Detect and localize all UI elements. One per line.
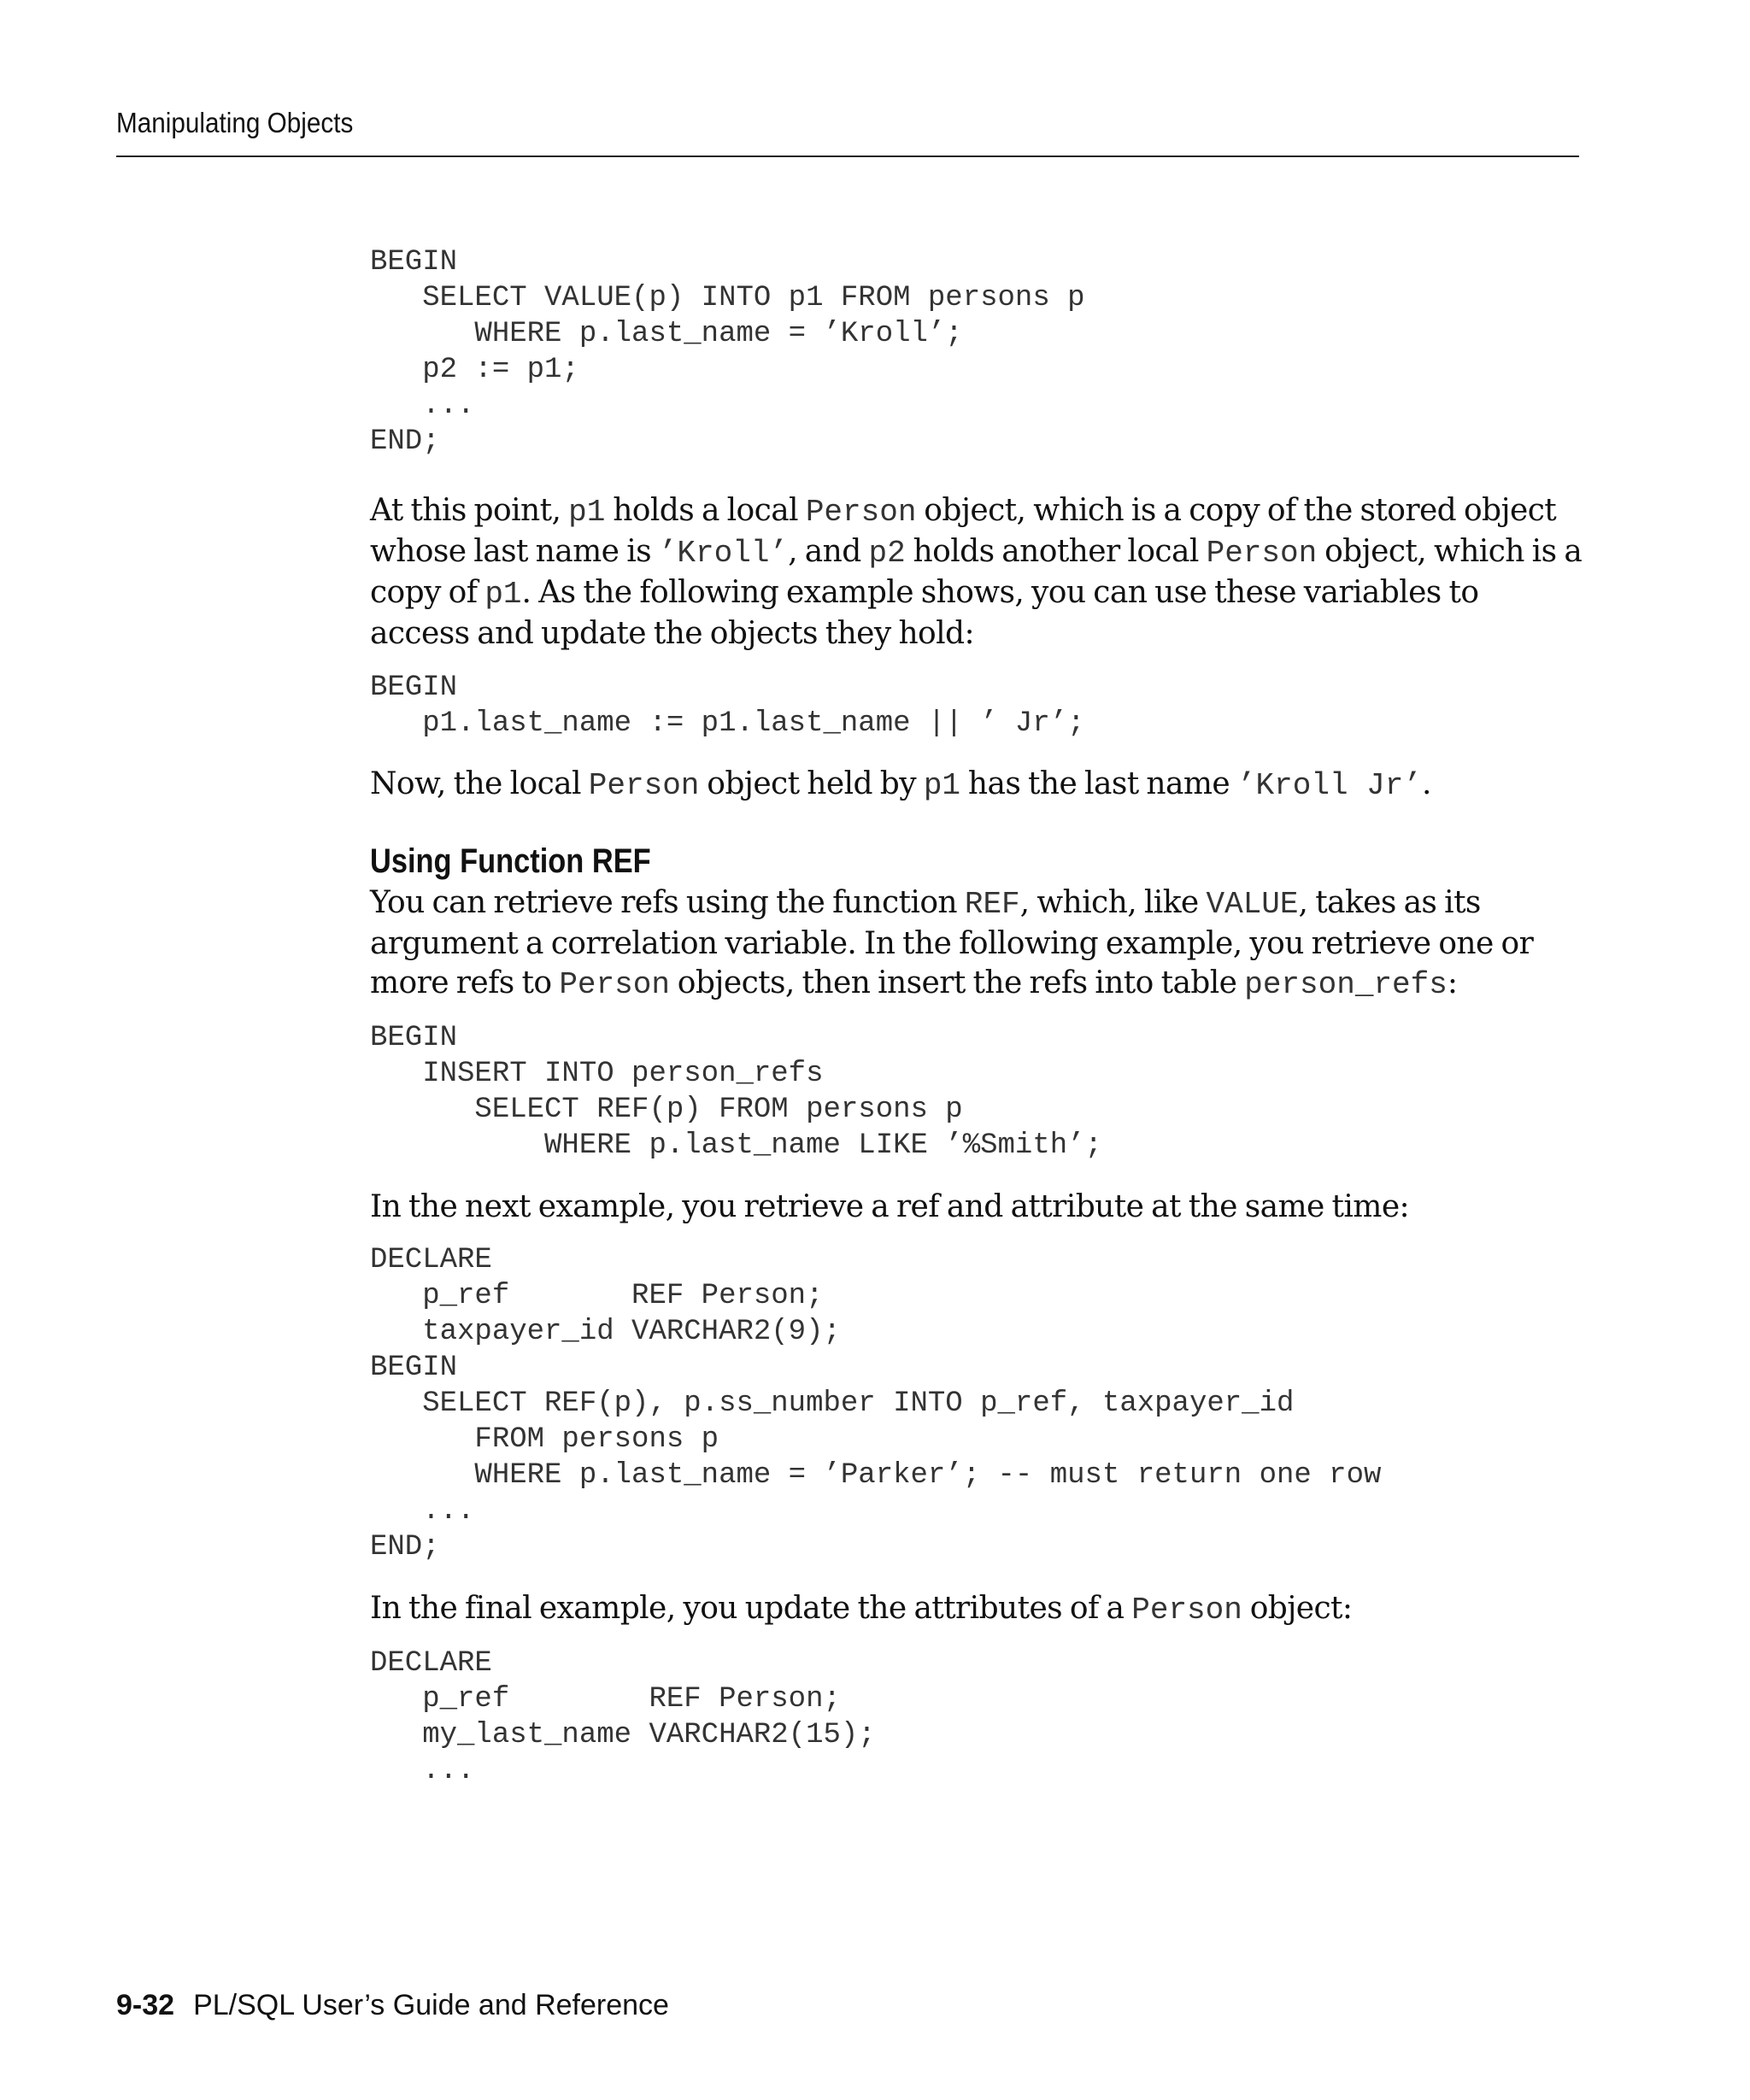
code-block-declare-update: DECLARE p_ref REF Person; my_last_name VARCHAR2(15); ...: [370, 1647, 876, 1787]
header-divider: [116, 155, 1579, 157]
code-block-update-last-name: BEGIN p1.last_name := p1.last_name || ’ Jr’;: [370, 672, 1085, 740]
code-block-select-ref-attribute: DECLARE p_ref REF Person; taxpayer_id VARCHAR2(9); BEGIN SELECT REF(p), p.ss_number INTO p_ref, taxpayer_id FROM persons p WHERE p.last_name = ’Parker’; -- must return one row ... END;: [370, 1244, 1382, 1563]
page-footer: [116, 1988, 669, 2022]
paragraph-kroll-jr: Now, the local Person object held by p1 has the last name ’Kroll Jr’.: [370, 766, 1431, 803]
code-block-insert-refs: BEGIN INSERT INTO person_refs SELECT REF(p) FROM persons p WHERE p.last_name LIKE ’%Smith’;: [370, 1022, 1102, 1162]
page-content: [370, 244, 1583, 1789]
running-header: Manipulating Objects: [116, 107, 354, 138]
page-number: 9-32: [116, 1989, 175, 2021]
paragraph-local-copies: At this point, p1 holds a local Person object, which is a copy of the stored object whose last name is ’Kroll’, and p2 holds another local Person object, which is a copy of p1. As the following example shows, you can use these variables to access and update the objects they hold:: [370, 493, 1583, 651]
book-title: PL/SQL User’s Guide and Reference: [193, 1989, 669, 2021]
code-block-select-value: BEGIN SELECT VALUE(p) INTO p1 FROM persons p WHERE p.last_name = ’Kroll’; p2 := p1; ... END;: [370, 246, 1085, 458]
paragraph-ref-and-attribute: In the next example, you retrieve a ref and attribute at the same time:: [370, 1189, 1410, 1224]
paragraph-update-attributes: In the final example, you update the attributes of a Person object:: [370, 1591, 1353, 1628]
section-heading: Using Function REF: [370, 842, 651, 880]
paragraph-ref-function: You can retrieve refs using the function REF, which, like VALUE, takes as its argument a correlation variable. In the following example, you retrieve one or more refs to Person objects, then insert the refs into table person_refs:: [370, 885, 1534, 1002]
